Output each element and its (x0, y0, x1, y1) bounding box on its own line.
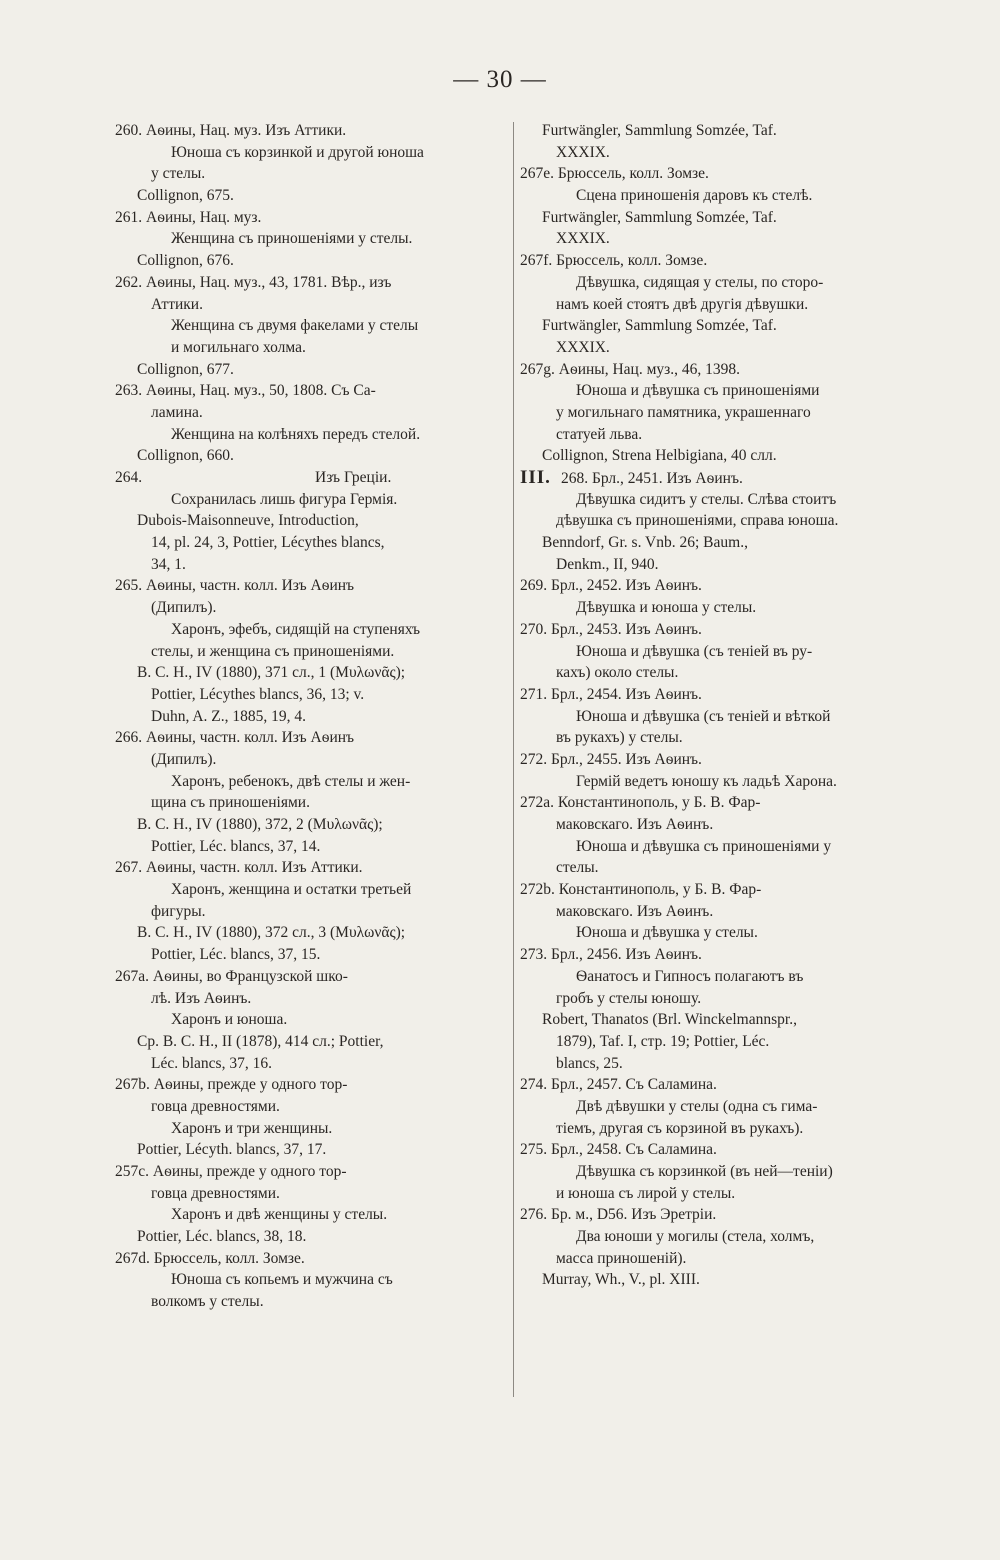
line-text: 267b. Аѳины, прежде у одного тор- (115, 1076, 348, 1094)
text-line (115, 575, 513, 597)
text-line (520, 727, 906, 749)
line-text: Сцена приношенія даровъ къ стелѣ. (576, 187, 813, 205)
line-text: намъ коей стоятъ двѣ другія дѣвушки. (556, 295, 809, 313)
section-marker: III. (520, 467, 551, 488)
line-text: говца древностями. (151, 1097, 280, 1115)
text-line (520, 1204, 906, 1226)
text-line (520, 641, 906, 663)
text-line (115, 684, 513, 706)
text-line (520, 1118, 906, 1140)
line-text: 267f. Брюссель, колл. Зомзе. (520, 252, 708, 270)
text-line (115, 424, 513, 446)
line-text: волкомъ у стелы. (151, 1293, 264, 1311)
text-line (520, 489, 906, 511)
text-line (520, 706, 906, 728)
line-text: и юноша съ лирой у стелы. (556, 1184, 736, 1202)
text-line (115, 857, 513, 879)
line-text: Сохранилась лишь фигура Гермія. (171, 490, 398, 508)
text-line (520, 228, 906, 250)
text-line (520, 901, 906, 923)
line-text: Харонъ и юноша. (171, 1011, 288, 1029)
line-text: Юноша и дѣвушка съ приношеніями у (576, 837, 832, 855)
text-line (115, 792, 513, 814)
line-text: Женщина на колѣняхъ передъ стелой. (171, 425, 421, 443)
line-text: 261. Аѳины, Нац. муз. (115, 208, 262, 226)
line-text: Гермій ведетъ юношу къ ладьѣ Харона. (576, 772, 837, 790)
text-line (115, 814, 513, 836)
line-text: Харонъ, ребенокъ, двѣ стелы и жен- (171, 772, 411, 790)
text-line (115, 749, 513, 771)
line-text: B. C. H., IV (1880), 371 сл., 1 (Μυλωνᾶς); (137, 664, 406, 682)
line-text: XXXIX. (556, 338, 610, 356)
text-line (115, 901, 513, 923)
text-line (520, 662, 906, 684)
line-text: Ср. B. C. H., II (1878), 414 сл.; Pottier, (137, 1032, 384, 1050)
line-text: (Дипилъ). (151, 750, 217, 768)
line-text: 272b. Константинополь, у Б. В. Фар- (520, 881, 762, 899)
text-line (520, 1074, 906, 1096)
text-line (115, 597, 513, 619)
text-line (115, 1226, 513, 1248)
line-text: Collignon, Strena Helbigiana, 40 слл. (542, 447, 777, 465)
text-line (115, 532, 513, 554)
text-line (115, 142, 513, 164)
line-text: дѣвушка съ приношеніями, справа юноша. (556, 512, 839, 530)
text-line (115, 380, 513, 402)
text-line (115, 1204, 513, 1226)
line-text: лѣ. Изъ Аѳинъ. (151, 989, 252, 1007)
text-line (520, 1248, 906, 1270)
line-text: Furtwängler, Sammlung Somzée, Taf. (542, 317, 777, 335)
text-line (115, 359, 513, 381)
line-text: 266. Аѳины, частн. колл. Изъ Аѳинъ (115, 729, 355, 747)
text-line (520, 857, 906, 879)
text-line (520, 575, 906, 597)
line-text: Дѣвушка, сидящая у стелы, по сторо- (576, 273, 824, 291)
text-line (520, 250, 906, 272)
left-column (115, 120, 513, 1313)
text-line (115, 120, 513, 142)
line-text: Харонъ и двѣ женщины у стелы. (171, 1206, 388, 1224)
text-line (115, 228, 513, 250)
line-text: Дѣвушка и юноша у стелы. (576, 599, 757, 617)
text-line (115, 294, 513, 316)
text-line (520, 771, 906, 793)
text-line (520, 619, 906, 641)
text-line (115, 1053, 513, 1075)
text-line (520, 337, 906, 359)
line-text: 267e. Брюссель, колл. Зомзе. (520, 165, 709, 183)
text-line (520, 142, 906, 164)
text-line (115, 988, 513, 1010)
text-line (115, 944, 513, 966)
line-text: Дѣвушка сидитъ у стелы. Слѣва стоитъ (576, 490, 837, 508)
line-text: XXXIX. (556, 230, 610, 248)
line-text: 265. Аѳины, частн. колл. Изъ Аѳинъ (115, 577, 355, 595)
line-text: Харонъ и три женщины. (171, 1119, 333, 1137)
line-text: Ѳанатосъ и Гипносъ полагаютъ въ (576, 967, 804, 985)
text-line (520, 532, 906, 554)
text-line (520, 510, 906, 532)
line-text: 267. Аѳины, частн. колл. Изъ Аттики. (115, 859, 363, 877)
line-text: Женщина съ приношеніями у стелы. (171, 230, 413, 248)
text-line (115, 337, 513, 359)
line-text: Двѣ дѣвушки у стелы (одна съ гима- (576, 1097, 818, 1115)
line-text: 272a. Константинополь, у Б. В. Фар- (520, 794, 761, 812)
text-line (115, 1183, 513, 1205)
text-line (520, 1269, 906, 1291)
text-line (115, 489, 513, 511)
text-line (115, 1009, 513, 1031)
line-text: стелы. (556, 859, 599, 877)
line-text: Юноша и дѣвушка съ приношеніями (576, 382, 820, 400)
line-text: Collignon, 660. (137, 447, 234, 465)
line-text: Юноша съ корзинкой и другой юноша (171, 143, 424, 161)
line-text: тіемъ, другая съ корзиной въ рукахъ). (556, 1119, 804, 1137)
text-line (115, 402, 513, 424)
line-text: 263. Аѳины, Нац. муз., 50, 1808. Съ Са- (115, 382, 376, 400)
line-text: Furtwängler, Sammlung Somzée, Taf. (542, 122, 777, 139)
line-text: blancs, 25. (556, 1054, 623, 1072)
line-text: 1879), Taf. I, стр. 19; Pottier, Léc. (556, 1032, 770, 1050)
text-line (115, 771, 513, 793)
page-number: — 30 — (453, 66, 547, 93)
line-text: Benndorf, Gr. s. Vnb. 26; Baum., (542, 534, 748, 552)
line-text: стелы, и женщина съ приношеніями. (151, 642, 395, 660)
line-text: Харонъ, женщина и остатки третьей (171, 881, 412, 899)
text-line (520, 402, 906, 424)
line-text: 273. Брл., 2456. Изъ Аѳинъ. (520, 946, 702, 964)
text-line (115, 272, 513, 294)
line-text: Furtwängler, Sammlung Somzée, Taf. (542, 208, 777, 226)
line-text: Pottier, Léc. blancs, 38, 18. (137, 1228, 307, 1246)
line-text: 268. Брл., 2451. Изъ Аѳинъ. (560, 470, 743, 487)
line-text: 262. Аѳины, Нац. муз., 43, 1781. Вѣр., изъ (115, 273, 392, 291)
line-text: Юноша и дѣвушка (съ теніей въ ру- (576, 642, 813, 660)
text-line (520, 163, 906, 185)
text-line (520, 120, 906, 142)
text-line (520, 749, 906, 771)
line-text: Pottier, Lécyth. blancs, 37, 17. (137, 1141, 327, 1159)
text-line (115, 922, 513, 944)
text-line (115, 662, 513, 684)
line-text: 267g. Аѳины, Нац. муз., 46, 1398. (520, 360, 740, 378)
text-line (520, 424, 906, 446)
text-line (115, 1118, 513, 1140)
text-line (520, 272, 906, 294)
right-column (520, 120, 906, 1291)
line-text: 267d. Брюссель, колл. Зомзе. (115, 1249, 305, 1267)
line-text: Duhn, A. Z., 1885, 19, 4. (151, 707, 306, 725)
line-text: (Дипилъ). (151, 599, 217, 617)
line-text: 267a. Аѳины, во Французской шко- (115, 967, 348, 985)
line-text: кахъ) около стелы. (556, 664, 679, 682)
line-text: Pottier, Léc. blancs, 37, 14. (151, 837, 321, 855)
text-line (520, 1053, 906, 1075)
line-text: 264. (115, 469, 143, 486)
text-line (115, 510, 513, 532)
text-line (520, 1031, 906, 1053)
line-text: Collignon, 675. (137, 187, 234, 205)
line-text: XXXIX. (556, 143, 610, 161)
text-line (115, 250, 513, 272)
text-line (115, 163, 513, 185)
line-text: 269. Брл., 2452. Изъ Аѳинъ. (520, 577, 702, 595)
line-text: Женщина съ двумя факелами у стелы (171, 317, 419, 335)
text-line (115, 1074, 513, 1096)
text-line (520, 1009, 906, 1031)
line-text: Юноша съ копьемъ и мужчина съ (171, 1271, 393, 1289)
text-line (115, 619, 513, 641)
line-text: Collignon, 677. (137, 360, 234, 378)
line-text: говца древностями. (151, 1184, 280, 1202)
text-line (520, 922, 906, 944)
line-text: 276. Бр. м., D56. Изъ Эретріи. (520, 1206, 717, 1224)
line-text: Аттики. (151, 295, 203, 313)
text-line (520, 185, 906, 207)
text-line (520, 207, 906, 229)
line-text: Юноша и дѣвушка (съ теніей и вѣткой (576, 707, 831, 725)
line-text: Pottier, Lécythes blancs, 36, 13; v. (151, 685, 365, 703)
line-text: 270. Брл., 2453. Изъ Аѳинъ. (520, 620, 702, 638)
text-line (115, 467, 513, 489)
line-text: 272. Брл., 2455. Изъ Аѳинъ. (520, 750, 702, 768)
text-line (520, 467, 906, 489)
line-text: маковскаго. Изъ Аѳинъ. (556, 816, 714, 833)
line-text: масса приношеній). (556, 1249, 687, 1267)
text-line (115, 879, 513, 901)
text-line (115, 1248, 513, 1270)
text-line (520, 879, 906, 901)
line-text: 257c. Аѳины, прежде у одного тор- (115, 1163, 347, 1180)
line-text: 271. Брл., 2454. Изъ Аѳинъ. (520, 685, 702, 703)
text-line (115, 1096, 513, 1118)
text-line (520, 315, 906, 337)
text-line (520, 1161, 906, 1183)
line-text: щина съ приношеніями. (151, 794, 310, 812)
text-line (520, 554, 906, 576)
text-line (115, 1161, 513, 1183)
column-divider (513, 122, 514, 1397)
line-text: Léc. blancs, 37, 16. (151, 1054, 272, 1072)
text-line (115, 836, 513, 858)
line-location: Изъ Греціи. (315, 469, 392, 486)
line-text: у могильнаго памятника, украшеннаго (556, 403, 811, 421)
text-line (520, 836, 906, 858)
line-text: у стелы. (151, 165, 206, 183)
text-line (520, 1096, 906, 1118)
line-text: статуей льва. (556, 425, 643, 443)
line-text: фигуры. (151, 902, 206, 920)
line-text: Denkm., II, 940. (556, 555, 659, 573)
text-line (520, 684, 906, 706)
line-text: Два юноши у могилы (стела, холмъ, (576, 1228, 815, 1246)
line-text: Дѣвушка съ корзинкой (въ ней—теніи) (576, 1163, 833, 1180)
text-line (115, 966, 513, 988)
text-line (520, 445, 906, 467)
text-line (520, 814, 906, 836)
line-text: 260. Аѳины, Нац. муз. Изъ Аттики. (115, 122, 347, 139)
text-line (115, 315, 513, 337)
text-line (520, 294, 906, 316)
text-line (115, 1291, 513, 1313)
line-text: 275. Брл., 2458. Съ Саламина. (520, 1141, 717, 1159)
line-text: гробъ у стелы юношу. (556, 989, 702, 1007)
text-line (520, 1139, 906, 1161)
text-line (520, 988, 906, 1010)
line-text: Murray, Wh., V., pl. XIII. (542, 1271, 700, 1289)
line-text: 14, pl. 24, 3, Pottier, Lécythes blancs, (151, 534, 385, 552)
text-line (115, 1031, 513, 1053)
line-text: B. C. H., IV (1880), 372, 2 (Μυλωνᾶς); (137, 816, 383, 833)
text-line (520, 380, 906, 402)
text-line (520, 966, 906, 988)
text-line (520, 792, 906, 814)
text-line (115, 706, 513, 728)
text-line (520, 597, 906, 619)
line-text: въ рукахъ) у стелы. (556, 729, 683, 747)
line-text: и могильнаго холма. (171, 338, 306, 356)
text-line (520, 359, 906, 381)
text-line (115, 445, 513, 467)
line-text: 274. Брл., 2457. Съ Саламина. (520, 1076, 717, 1094)
line-text: Robert, Thanatos (Brl. Winckelmannspr., (542, 1011, 797, 1029)
text-line (520, 1226, 906, 1248)
text-line (115, 207, 513, 229)
line-text: Pottier, Léc. blancs, 37, 15. (151, 946, 321, 964)
text-line (115, 1269, 513, 1291)
text-line (520, 1183, 906, 1205)
text-line (115, 727, 513, 749)
text-line (520, 944, 906, 966)
line-text: Collignon, 676. (137, 252, 234, 270)
text-line (115, 641, 513, 663)
line-text: Dubois-Maisonneuve, Introduction, (137, 512, 359, 530)
line-text: Юноша и дѣвушка у стелы. (576, 924, 758, 942)
line-text: 34, 1. (151, 555, 186, 573)
line-text: ламина. (151, 403, 203, 421)
text-line (115, 185, 513, 207)
line-text: B. C. H., IV (1880), 372 сл., 3 (Μυλωνᾶς); (137, 924, 406, 942)
line-text: Харонъ, эфебъ, сидящій на ступеняхъ (171, 620, 421, 638)
text-line (115, 554, 513, 576)
line-text: маковскаго. Изъ Аѳинъ. (556, 902, 714, 920)
text-line (115, 1139, 513, 1161)
